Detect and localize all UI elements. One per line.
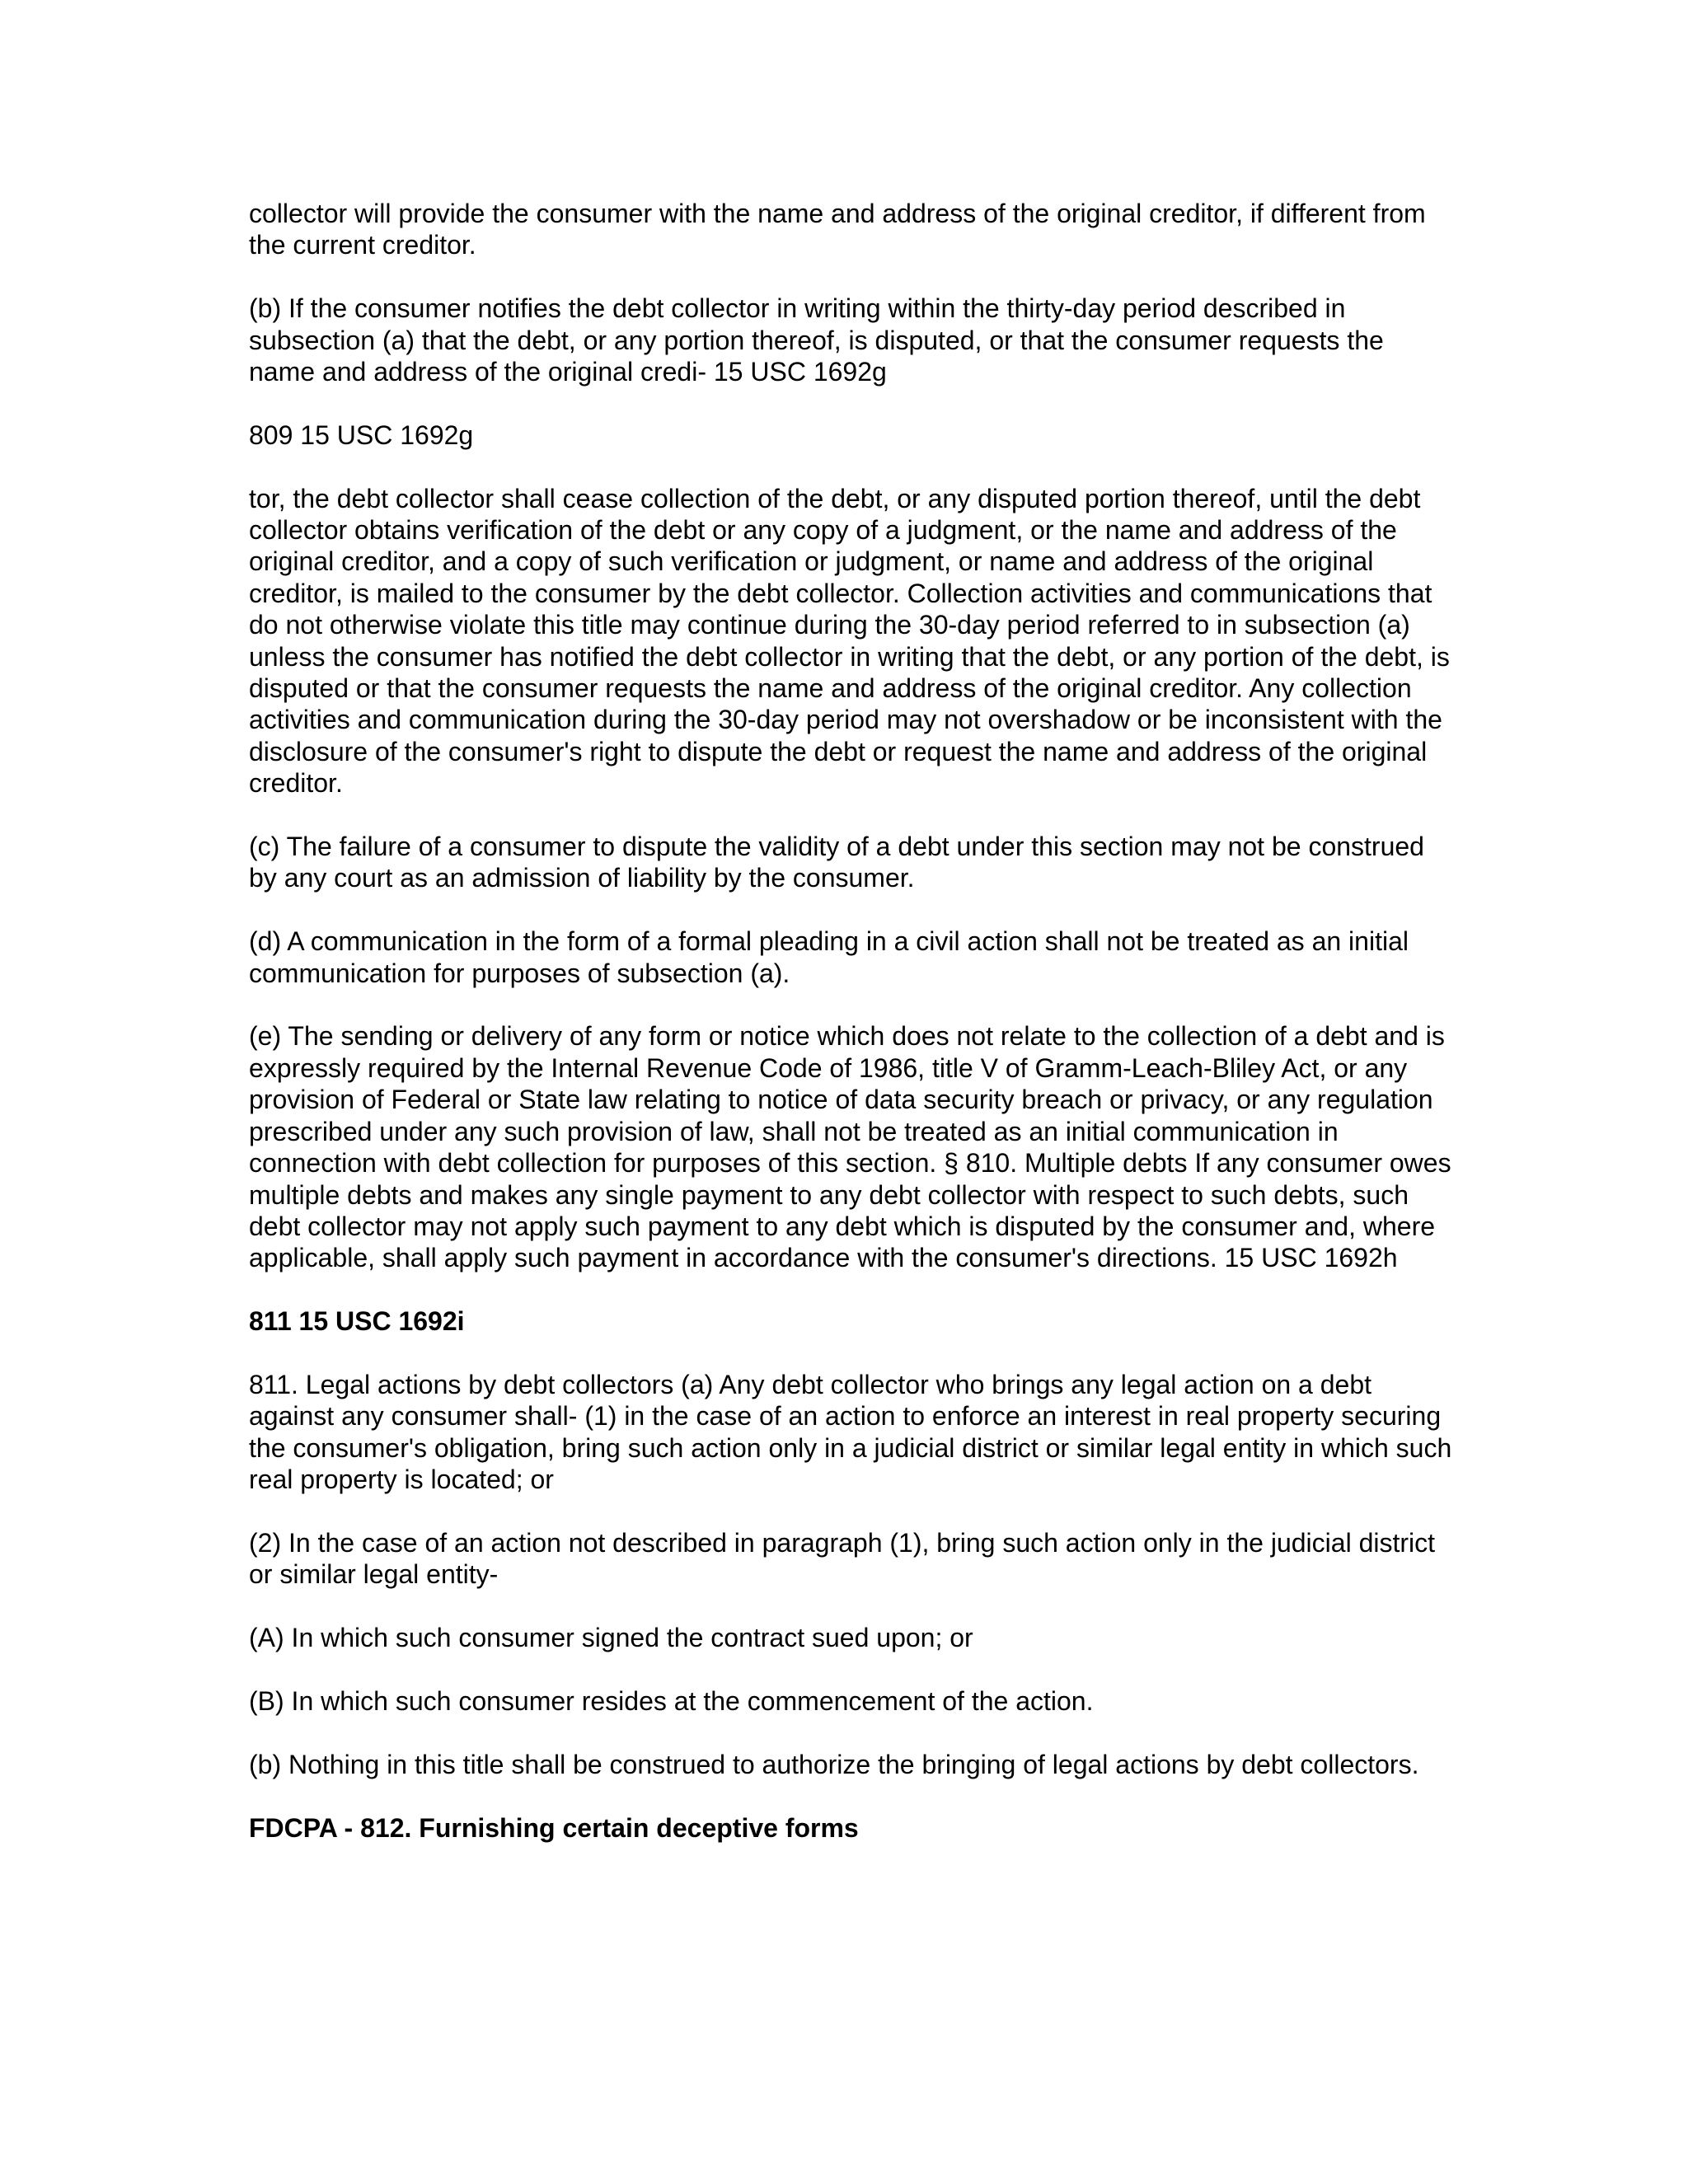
section-heading-811: 811 15 USC 1692i [249, 1306, 465, 1337]
document-page [249, 198, 1452, 1875]
paragraph-subsection-e: (e) The sending or delivery of any form or notice which does not relate to the collection of a debt and is expressly required by the Internal Revenue Code of 1986, title V of Gramm-Leach-Bliley Act, or any provision of Federal or State law relating to notice of data security breach or privacy, or any regulation prescribed under any such provision of law, shall not be treated as an initial communication in connection with debt collection for purposes of this section. § 810. Multiple debts If any consumer owes multiple debts and makes any single payment to any debt collector with respect to such debts, such debt collector may not apply such payment to any debt which is disputed by the consumer and, where applicable, shall apply such payment in accordance with the consumer's directions. 15 USC 1692h [249, 1021, 1451, 1273]
paragraph-clause-b-resides: (B) In which such consumer resides at the commencement of the action. [249, 1685, 1094, 1716]
paragraph-clause-2: (2) In the case of an action not described in paragraph (1), bring such action only in the judicial district or similar legal entity- [249, 1527, 1436, 1590]
paragraph-cease-collection: tor, the debt collector shall cease collection of the debt, or any disputed portion thereof, until the debt collector obtains verification of the debt or any copy of a judgment, or the name and address of the original creditor, and a copy of such verification or judgment, or name and address of the original creditor, is mailed to the consumer by the debt collector. Collection activities and communications that do not otherwise violate this title may continue during the 30-day period referred to in subsection (a) unless the consumer has notified the debt collector in writing that the debt, or any portion of the debt, is disputed or that the consumer requests the name and address of the original creditor. Any collection activities and communication during the 30-day period may not overshadow or be inconsistent with the disclosure of the consumer's right to dispute the debt or request the name and address of the original creditor. [249, 483, 1450, 799]
paragraph-subsection-d: (d) A communication in the form of a formal pleading in a civil action shall not be treated as an initial communication for purposes of subsection (a). [249, 926, 1409, 988]
paragraph-clause-a: (A) In which such consumer signed the contract sued upon; or [249, 1623, 973, 1653]
paragraph-subsection-c: (c) The failure of a consumer to dispute the validity of a debt under this section may not be construed by any court as an admission of liability by the consumer. [249, 832, 1424, 893]
section-label-809: 809 15 USC 1692g [249, 419, 474, 450]
paragraph-original-creditor-continuation: collector will provide the consumer with the name and address of the original creditor, if different from the current creditor. [249, 199, 1426, 260]
paragraph-legal-actions: 811. Legal actions by debt collectors (a) Any debt collector who brings any legal action on a debt against any consumer shall- (1) in the case of an action to enforce an interest in real property securing the consumer's obligation, bring such action only in a judicial district or similar legal entity in which such real property is located; or [249, 1369, 1452, 1495]
paragraph-subsection-b: (b) If the consumer notifies the debt collector in writing within the thirty-day period described in subsection (a) that the debt, or any portion thereof, is disputed, or that the consumer requests the name and address of the original credi- 15 USC 1692g [249, 293, 1384, 387]
section-heading-812: FDCPA - 812. Furnishing certain deceptive forms [249, 1812, 859, 1843]
paragraph-nothing-in-title: (b) Nothing in this title shall be construed to authorize the bringing of legal actions by debt collectors. [249, 1749, 1419, 1779]
